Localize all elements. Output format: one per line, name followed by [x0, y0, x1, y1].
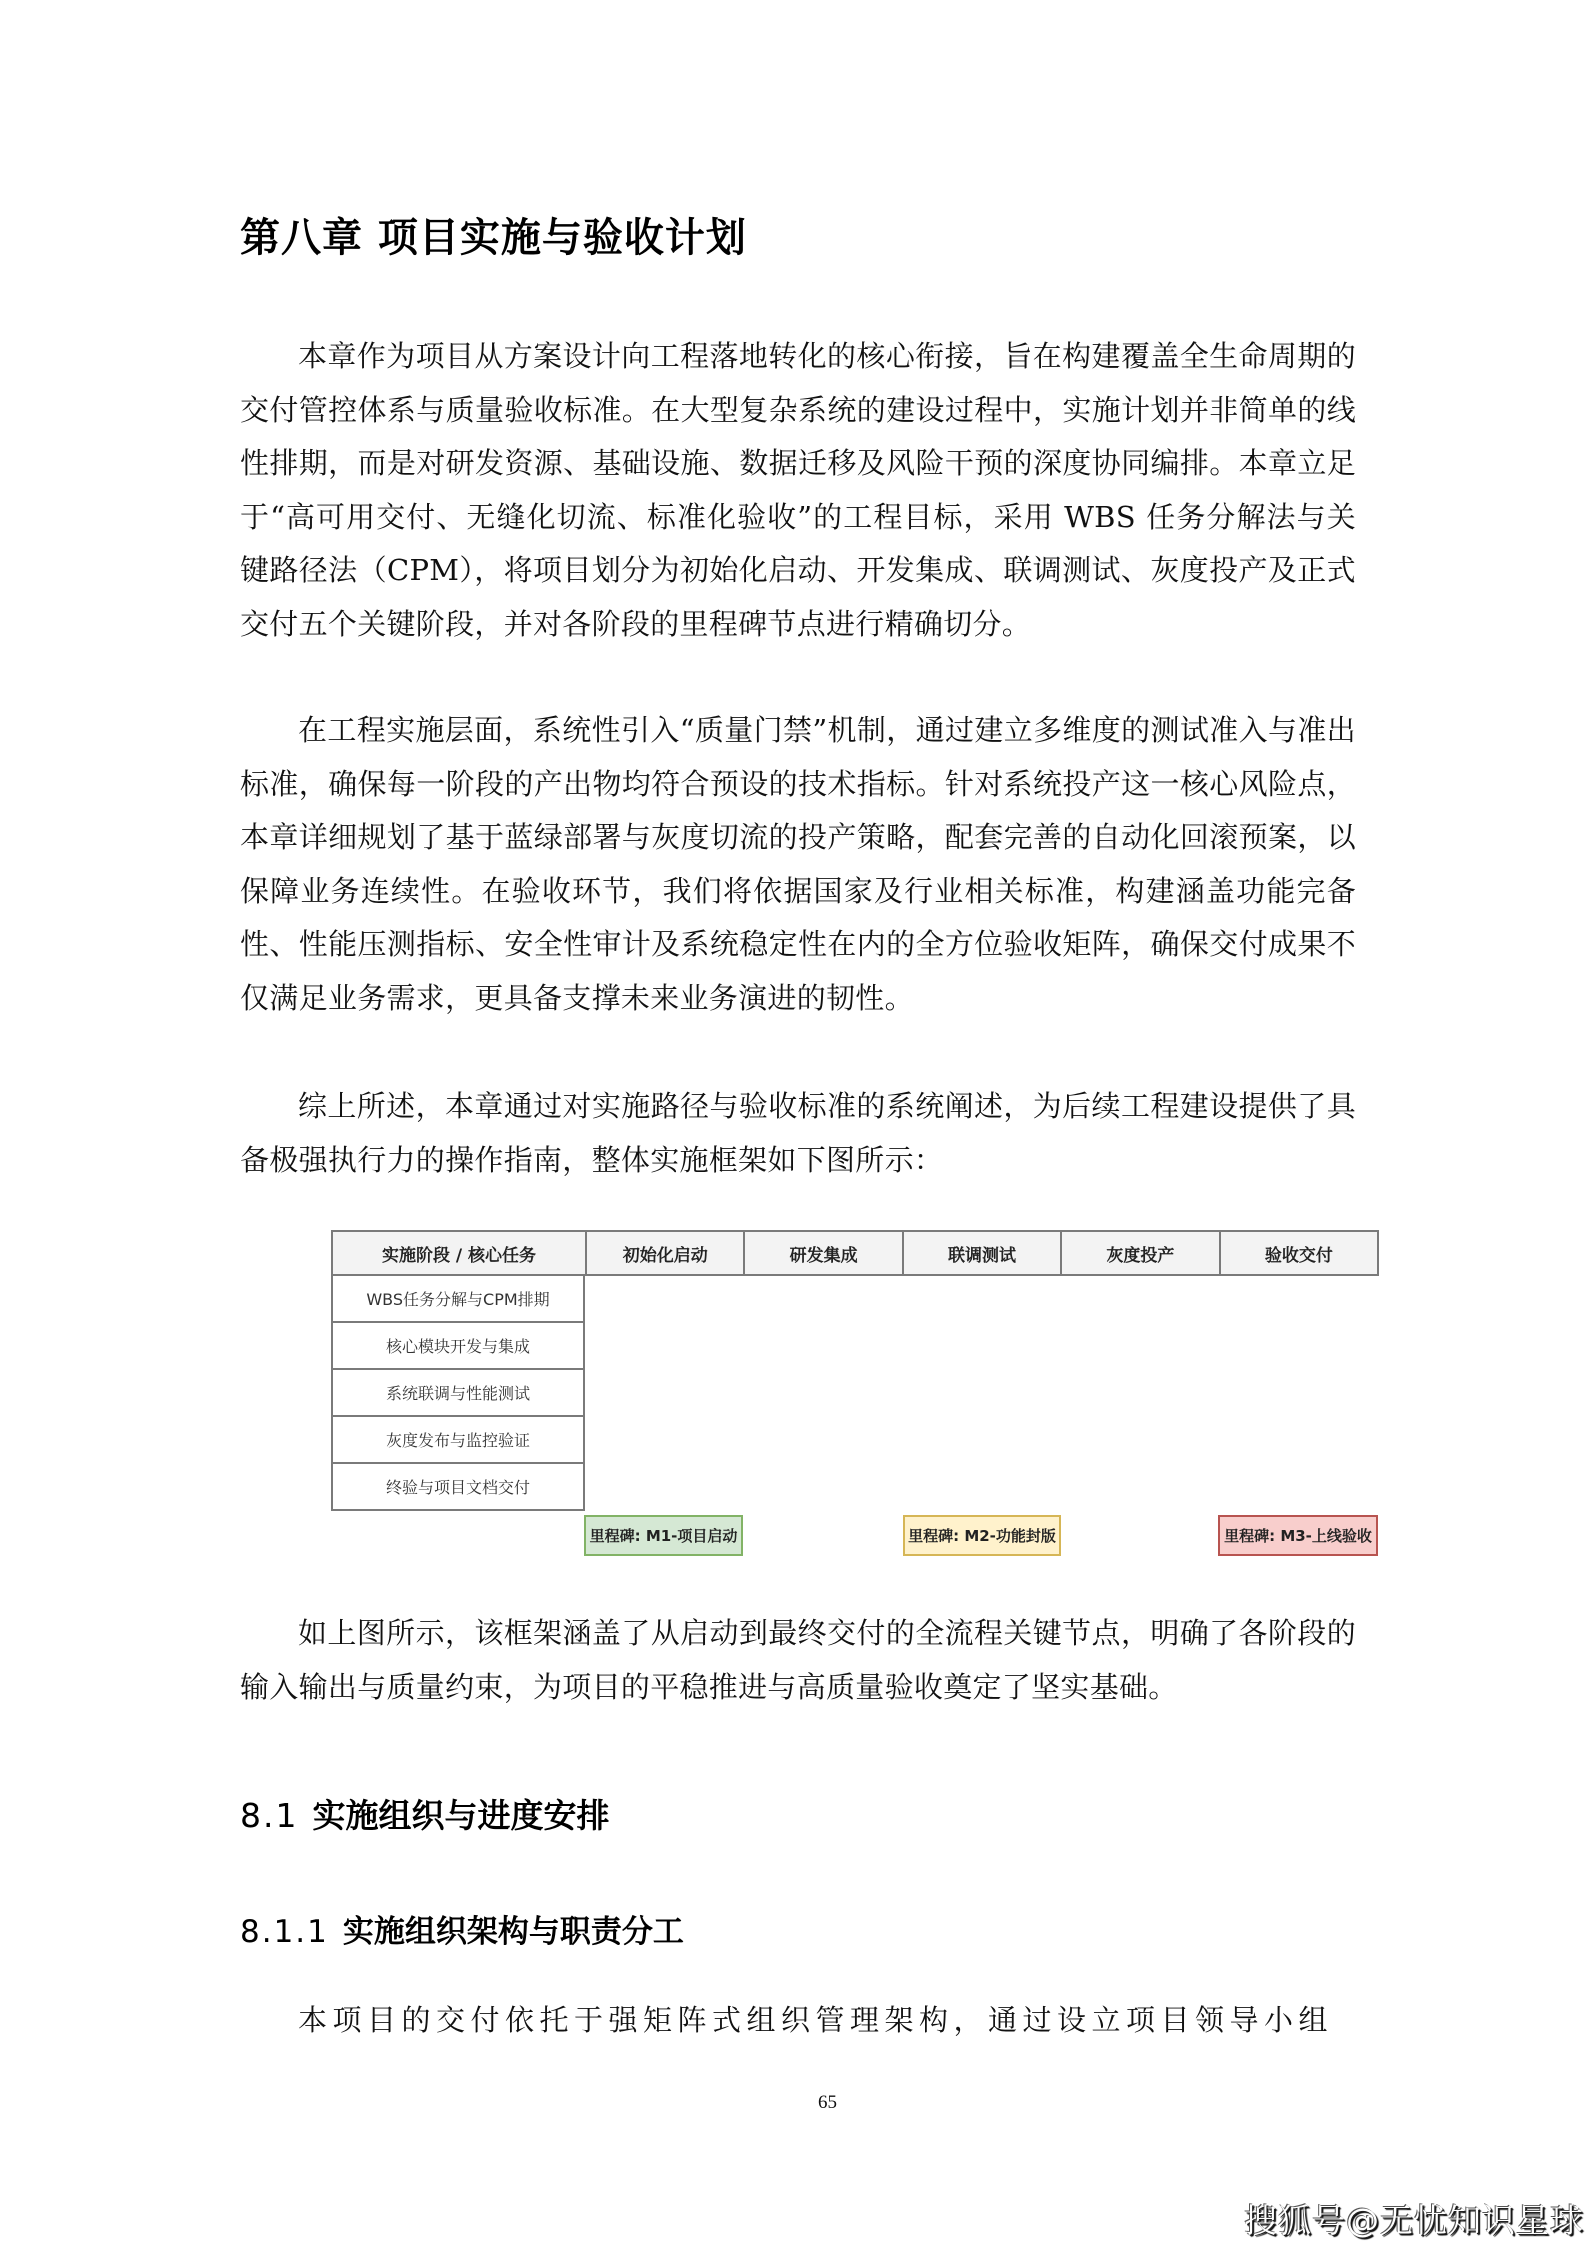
phase-header: 初始化启动 — [585, 1232, 743, 1274]
milestone-m2: 里程碑: M2-功能封版 — [903, 1515, 1061, 1556]
task-row: 终验与项目文档交付 — [331, 1464, 585, 1511]
phase-header: 联调测试 — [902, 1232, 1060, 1274]
section-number: 8.1 — [240, 1796, 299, 1835]
milestone-m3: 里程碑: M3-上线验收 — [1218, 1515, 1378, 1556]
figure-summary-paragraph: 如上图所示，该框架涵盖了从启动到最终交付的全流程关键节点，明确了各阶段的输入输出与质量约束，为项目的平稳推进与高质量验收奠定了坚实基础。 — [240, 1616, 1356, 1704]
section-title: 实施组织与进度安排 — [312, 1796, 610, 1835]
implementation-framework-diagram — [331, 1230, 1379, 1560]
subsection-title: 实施组织架构与职责分工 — [342, 1914, 684, 1950]
subsection-body: 本项目的交付依托于强矩阵式组织管理架构，通过设立项目领导小组 — [298, 2003, 1334, 2037]
framework-header-row — [331, 1230, 1379, 1276]
intro-paragraph-2: 在工程实施层面，系统性引入“质量门禁”机制，通过建立多维度的测试准入与准出标准，确保每一阶段的产出物均符合预设的技术指标。针对系统投产这一核心风险点，本章详细规划了基于蓝绿部署与灰度切流的投产策略，配套完善的自动化回滚预案，以保障业务连续性。在验收环节，我们将依据国家及行业相关标准，构建涵盖功能完备性、性能压测指标、安全性审计及系统稳定性在内的全方位验收矩阵，确保交付成果不仅满足业务需求，更具备支撑未来业务演进的韧性。 — [240, 713, 1356, 1015]
subsection-number: 8.1.1 — [240, 1914, 329, 1950]
subsection-heading-8-1-1 — [240, 1906, 684, 1951]
phase-header: 验收交付 — [1219, 1232, 1377, 1274]
milestone-m1: 里程碑: M1-项目启动 — [584, 1515, 743, 1556]
chapter-title: 第八章 项目实施与验收计划 — [240, 215, 747, 261]
watermark: 搜狐号@无忧知识星球 — [1244, 2201, 1584, 2240]
framework-corner-header: 实施阶段 / 核心任务 — [381, 1245, 537, 1266]
phase-header: 研发集成 — [743, 1232, 901, 1274]
task-row: 系统联调与性能测试 — [331, 1370, 585, 1417]
page-number: 65 — [818, 2092, 837, 2113]
section-heading-8-1 — [240, 1790, 609, 1837]
task-row: WBS任务分解与CPM排期 — [331, 1276, 585, 1323]
intro-paragraph-3: 综上所述，本章通过对实施路径与验收标准的系统阐述，为后续工程建设提供了具备极强执行力的操作指南，整体实施框架如下图所示： — [240, 1089, 1356, 1177]
framework-task-column — [331, 1276, 585, 1511]
intro-paragraph-1: 本章作为项目从方案设计向工程落地转化的核心衔接，旨在构建覆盖全生命周期的交付管控体系与质量验收标准。在大型复杂系统的建设过程中，实施计划并非简单的线性排期，而是对研发资源、基础设施、数据迁移及风险干预的深度协同编排。本章立足于“高可用交付、无缝化切流、标准化验收”的工程目标，采用 WBS 任务分解法与关键路径法（CPM），将项目划分为初始化启动、开发集成、联调测试、灰度投产及正式交付五个关键阶段，并对各阶段的里程碑节点进行精确切分。 — [240, 339, 1356, 641]
phase-header: 灰度投产 — [1060, 1232, 1218, 1274]
task-row: 灰度发布与监控验证 — [331, 1417, 585, 1464]
task-row: 核心模块开发与集成 — [331, 1323, 585, 1370]
